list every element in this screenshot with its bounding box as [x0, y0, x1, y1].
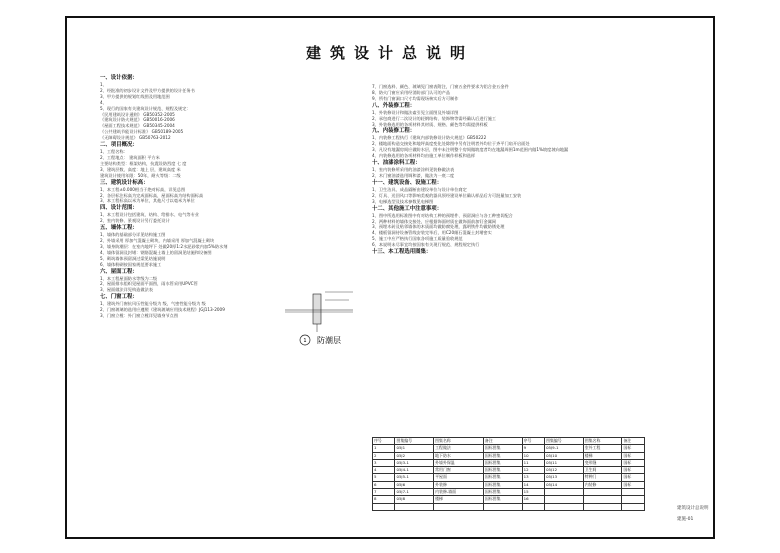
table-cell: 国标	[622, 467, 645, 474]
table-cell: 国标图集	[483, 467, 522, 474]
note-line: 1、本工程±0.000相当于绝对标高，详见总图	[100, 186, 186, 192]
table-cell: 楼梯	[434, 496, 484, 503]
table-cell: 内装修-墙面	[434, 489, 484, 496]
table-cell: 05J7-1	[395, 489, 434, 496]
table-cell: 国标图集	[483, 445, 522, 452]
table-cell: 平屋面	[434, 474, 484, 481]
note-line: 4、	[100, 99, 107, 105]
table-cell: 国标图集	[483, 496, 522, 503]
table-row	[373, 503, 645, 510]
table-cell: 序号	[373, 438, 395, 445]
table-cell: 1	[373, 445, 395, 452]
table-cell: 外墙外保温	[434, 459, 484, 466]
note-line: 2、两种材料的墙体交接处，应根据饰面材质在做饰面前加钉金属网	[372, 218, 497, 224]
note-line: 1、建筑外门窗抗风压性能分级为 级，气密性能分级为 级	[100, 301, 206, 307]
note-line: 主要结构类型：框架结构，抗震设防烈度 七 度	[100, 160, 187, 166]
svg-text:1: 1	[303, 338, 307, 344]
table-cell	[522, 503, 544, 510]
note-line: 《无障碍设计规范》 GB50763-2012	[100, 135, 171, 141]
table-cell	[583, 489, 622, 496]
table-cell: 国标图集	[483, 452, 522, 459]
table-cell: 05J6	[395, 481, 434, 488]
table-cell: 工程做法	[434, 445, 484, 452]
note-line: 2、门窗玻璃的选用应遵照《建筑玻璃应用技术规程》JGJ113-2009	[100, 307, 225, 313]
table-cell	[545, 496, 584, 503]
table-cell: 备注	[622, 438, 645, 445]
note-line: 3、屋面做法详见构造做法表	[100, 287, 153, 293]
table-cell: 序号	[522, 438, 544, 445]
note-line: 2、经批准的初步设计文件及甲方提供的设计任务书	[100, 87, 195, 93]
table-cell: 11	[522, 459, 544, 466]
note-line: 3、外装修选用的各项材料其材质、规格、颜色等均需提供样板	[372, 121, 488, 127]
table-cell	[622, 503, 645, 510]
table-cell: 室外工程	[583, 445, 622, 452]
table-cell: 国标	[622, 452, 645, 459]
table-cell: 国标	[622, 474, 645, 481]
note-line: 2、屋面排水组织见屋面平面图，雨水管采用UPVC管	[100, 281, 198, 287]
note-line: 1、	[100, 82, 107, 87]
note-line: 1、室内装修所采用的油漆涂料见装修做法表	[372, 167, 455, 173]
note-line: 1、墙体的基础部分详见结构施工图	[100, 232, 166, 238]
table-cell: 05J9-1	[545, 445, 584, 452]
note-line: 2、工程地点： 建筑面积 平方米	[100, 154, 160, 160]
table-cell: 05J2	[395, 452, 434, 459]
note-line: 3、本工程标高以米为单位，其他尺寸以毫米为单位	[100, 198, 195, 204]
table-cell: 3	[373, 459, 395, 466]
note-line: 2、木门窗油漆选用调和漆，做法为一底二度	[372, 172, 455, 178]
section-heading: 十、油漆涂料工程：	[372, 160, 421, 167]
table-cell	[373, 503, 395, 510]
note-line: 1、本工程屋面防水等级为二级	[100, 275, 158, 281]
section-heading: 九、内装修工程：	[372, 128, 416, 135]
section-heading: 十一、建筑设备、设施工程：	[372, 179, 443, 186]
note-line: 4、内装修选用的各项材料均由施工单位制作样板和选样	[372, 153, 476, 159]
table-cell: 05J1	[395, 445, 434, 452]
table-cell: 卫生间	[583, 467, 622, 474]
table-row	[373, 496, 645, 503]
table-cell: 05J14	[545, 481, 584, 488]
note-line: 8、防火门窗应采用经消防部门认可的产品	[372, 89, 451, 95]
table-cell: 05J5-1	[395, 474, 434, 481]
table-cell: 内装修	[583, 481, 622, 488]
section-heading: 七、门窗工程：	[100, 294, 138, 301]
note-line: 2、楼地面构造交接处和地坪高度变化处除图中另有注明者外均位于齐平门扇开启面处	[372, 141, 530, 147]
table-cell: 05J11	[545, 459, 584, 466]
note-line: 3、凡设有地漏房间应做防水层，图中未注明整个房间做坡度者均在地漏周围1m范围内做1%坡度坡向地漏	[372, 147, 569, 153]
note-line: 3、墙身防潮层：在室内地坪下 处做20厚1:2水泥砂浆内加5%防水剂	[100, 243, 228, 249]
note-line: 3、建筑层数、高度：地上 层，建筑高度 米	[100, 166, 181, 172]
table-cell: 4	[373, 467, 395, 474]
note-line: 2、室内装修、景观设计另行委托设计	[100, 218, 170, 224]
table-cell: 图集编号	[545, 438, 584, 445]
table-cell	[545, 489, 584, 496]
table-cell: 9	[522, 445, 544, 452]
note-line: 《民用建筑设计通则》 GB50352-2005	[100, 111, 175, 117]
notes-column-right	[372, 84, 662, 256]
detail-label: 防潮层	[317, 336, 341, 345]
titleblock-number: 建施-01	[677, 517, 694, 522]
note-line: 《建筑设计防火规范》 GB50016-2006	[100, 117, 175, 123]
section-heading: 十三、本工程选用图集：	[372, 249, 432, 256]
titleblock-name: 建筑设计总说明	[677, 506, 709, 511]
table-row	[373, 474, 645, 481]
table-cell	[434, 503, 484, 510]
note-line: 4、墙体留洞及封堵：钢筋混凝土墙上的留洞见结施和设备图	[100, 249, 212, 255]
table-cell: 2	[373, 452, 395, 459]
table-cell: 5	[373, 474, 395, 481]
table-cell: 图集名称	[583, 438, 622, 445]
table-cell: 国标图集	[483, 474, 522, 481]
table-cell	[545, 503, 584, 510]
table-cell: 14	[522, 481, 544, 488]
table-cell: 12	[522, 467, 544, 474]
table-row	[373, 481, 645, 488]
table-cell: 特种门	[583, 474, 622, 481]
note-line: 7、门窗选料、颜色、玻璃见门窗表附注，门窗五金件要求为铝合金五金件	[372, 84, 509, 89]
table-cell: 16	[522, 496, 544, 503]
note-line: 1、本工程设计包括建筑、结构、给排水、电气等专业	[100, 212, 199, 218]
table-cell: 楼梯	[583, 452, 622, 459]
section-heading: 六、屋面工程：	[100, 268, 138, 275]
section-heading: 八、外装修工程：	[372, 102, 416, 109]
table-cell: 外装修	[434, 481, 484, 488]
table-row	[373, 445, 645, 452]
note-line: 3、预埋木砖及贴邻墙体的木质面均做防腐处理，露明铁件均做防锈处理	[372, 224, 505, 230]
note-line: 9、所有门窗洞口尺寸均需现场核实后方可制作	[372, 95, 459, 101]
table-cell: 05J12	[545, 467, 584, 474]
note-line: 《公共建筑节能设计标准》 GB50189-2005	[100, 129, 184, 135]
section-heading: 二、项目概况：	[100, 142, 138, 149]
table-cell: 国标	[622, 445, 645, 452]
note-line: 6、墙体粉刷按国家规范要求施工	[100, 261, 162, 267]
atlas-table	[372, 437, 645, 511]
note-line: 2、承包商进行二次设计的轻钢结构、装饰物等需经确认后进行施工	[372, 115, 497, 121]
table-cell: 05J3-1	[395, 459, 434, 466]
section-heading: 三、建筑设计标高：	[100, 179, 149, 186]
note-line: 1、工程名称：	[100, 149, 128, 155]
table-cell: 05J4-1	[395, 467, 434, 474]
page-title: 建筑设计总说明	[305, 44, 474, 62]
table-cell	[395, 503, 434, 510]
section-heading: 一、设计依据：	[100, 75, 138, 81]
table-cell: 6	[373, 481, 395, 488]
table-cell: 国标图集	[483, 459, 522, 466]
table-cell: 10	[522, 452, 544, 459]
section-heading: 五、墙体工程：	[100, 225, 138, 232]
table-cell: 图集编号	[395, 438, 434, 445]
note-line: 5、现行的国家有关建筑设计规范、规程及规定：	[100, 105, 191, 111]
table-row	[373, 452, 645, 459]
table-cell: 图集名称	[434, 438, 484, 445]
note-line: 3、甲方提供的规划红线图及用地范围	[100, 93, 170, 99]
note-line: 5、砌筑墙体预留洞过梁见结施说明	[100, 255, 166, 261]
table-cell	[622, 489, 645, 496]
table-row	[373, 459, 645, 466]
note-line: 2、灯具、送回风口等影响美观的器具须经建设单位确认样品后方可批量加工安装	[372, 192, 522, 198]
section-heading: 十二、其他施工中注意事项：	[372, 205, 443, 212]
note-line: 1、卫生洁具、成品隔断由建设单位与设计单位商定	[372, 186, 467, 192]
table-cell: 05J8	[395, 496, 434, 503]
table-cell: 常用门窗	[434, 467, 484, 474]
table-cell: 15	[522, 489, 544, 496]
table-cell	[583, 496, 622, 503]
table-cell: 国标图集	[483, 481, 522, 488]
note-line: 4、楼板留洞待设备管线安装完毕后，用C20细石混凝土封堵密实	[372, 230, 492, 236]
table-cell: 7	[373, 489, 395, 496]
note-line: 1、内装修工程执行《建筑内部装修设计防火规范》GB50222	[372, 135, 487, 141]
table-cell	[583, 503, 622, 510]
note-line: 5、施工中应严格执行国家各项施工质量验收规范	[372, 236, 463, 242]
table-cell: 05J10	[545, 452, 584, 459]
table-row	[373, 438, 645, 445]
table-cell: 国标	[622, 481, 645, 488]
note-line: 2、各层标注标高为完成面标高，屋面标高为结构面标高	[100, 192, 204, 198]
section-heading: 四、设计范围：	[100, 205, 138, 212]
table-cell: 国标图集	[483, 489, 522, 496]
note-line: 《屋面工程技术规范》 GB50345-2004	[100, 123, 175, 129]
note-line: 3、门窗立樘：外门窗立樘详见墙身节点图	[100, 313, 179, 319]
notes-column-left	[100, 74, 340, 319]
table-cell: 13	[522, 474, 544, 481]
table-row	[373, 467, 645, 474]
note-line: 3、电梯选型及技术参数见电梯图	[372, 198, 434, 204]
note-line: 1、图中所选用标准图中有对结构工种的预埋件、预留洞应与各工种密切配合	[372, 212, 513, 218]
table-cell: 地下防水	[434, 452, 484, 459]
table-cell: 8	[373, 496, 395, 503]
note-line: 2、外墙采用 厚加气混凝土砌块，内墙采用 厚加气混凝土砌块	[100, 238, 215, 244]
note-line: 建筑设计使用年限：50年，耐火等级：二级	[100, 172, 181, 178]
table-cell: 05J13	[545, 474, 584, 481]
note-line: 1、外装修设计和做法索引见立面图及外墙详图	[372, 109, 459, 115]
note-line: 6、本说明未尽事宜均按国家有关现行规范、规程规定执行	[372, 242, 480, 248]
damp-proof-detail	[283, 288, 373, 348]
table-row	[373, 489, 645, 496]
table-cell: 变形缝	[583, 459, 622, 466]
table-cell: 国标	[622, 459, 645, 466]
table-cell	[622, 496, 645, 503]
table-cell	[483, 503, 522, 510]
table-cell: 备注	[483, 438, 522, 445]
